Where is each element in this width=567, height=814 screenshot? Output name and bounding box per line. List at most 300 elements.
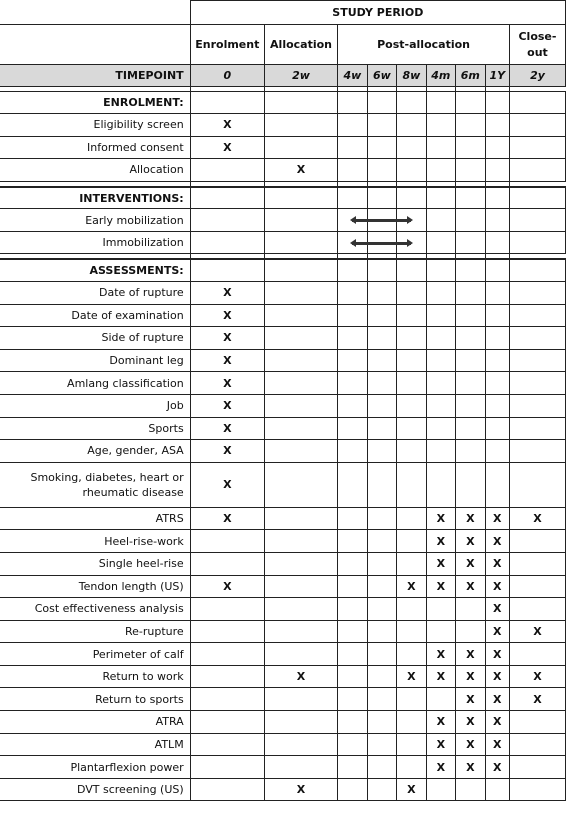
mark-cell — [485, 281, 509, 304]
mark-cell — [264, 530, 337, 553]
empty-cell — [485, 259, 509, 281]
schedule-row — [0, 440, 566, 463]
mark-cell — [367, 349, 396, 372]
schedule-row — [0, 598, 566, 621]
section-title: ASSESSMENTS: — [0, 259, 190, 281]
empty-cell — [485, 187, 509, 209]
schedule-row — [0, 778, 566, 801]
mark-cell — [190, 733, 264, 756]
mark-cell — [509, 552, 565, 575]
mark-cell — [397, 394, 426, 417]
allocation-header: Allocation — [264, 25, 337, 65]
mark-cell — [264, 327, 337, 350]
row-label: Re-rupture — [0, 620, 190, 643]
mark-cell — [397, 733, 426, 756]
mark-cell — [426, 136, 455, 159]
close-out-header: Close- out — [509, 25, 565, 65]
empty-cell — [190, 92, 264, 114]
mark-cell — [397, 462, 426, 507]
empty-cell — [338, 259, 367, 281]
mark-cell: X — [456, 665, 485, 688]
mark-cell: X — [190, 349, 264, 372]
mark-cell — [426, 778, 455, 801]
mark-cell: X — [456, 575, 485, 598]
mark-cell — [264, 462, 337, 507]
row-label: Dominant leg — [0, 349, 190, 372]
empty-cell — [456, 259, 485, 281]
empty-cell — [367, 259, 396, 281]
mark-cell — [509, 733, 565, 756]
study-period-header: STUDY PERIOD — [190, 1, 565, 25]
mark-cell — [509, 209, 565, 232]
enrolment-header: Enrolment — [190, 25, 264, 65]
mark-cell — [264, 507, 337, 530]
mark-cell — [338, 620, 367, 643]
timepoint-7: 1Y — [485, 65, 509, 87]
post-allocation-header: Post-allocation — [338, 25, 510, 65]
mark-cell — [485, 159, 509, 182]
mark-cell: X — [426, 665, 455, 688]
mark-cell — [367, 507, 396, 530]
mark-cell — [367, 327, 396, 350]
section-row — [0, 259, 566, 281]
mark-cell — [338, 349, 367, 372]
mark-cell — [264, 349, 337, 372]
mark-cell: X — [485, 575, 509, 598]
empty-cell — [367, 187, 396, 209]
mark-cell — [264, 281, 337, 304]
mark-cell — [485, 417, 509, 440]
schedule-row — [0, 688, 566, 711]
empty-cell — [190, 187, 264, 209]
row-label: Age, gender, ASA — [0, 440, 190, 463]
mark-cell — [397, 688, 426, 711]
schedule-row — [0, 643, 566, 666]
mark-cell — [190, 530, 264, 553]
mark-cell — [338, 136, 367, 159]
mark-cell — [485, 462, 509, 507]
row-label: Sports — [0, 417, 190, 440]
row-label: Cost effectiveness analysis — [0, 598, 190, 621]
mark-cell — [509, 231, 565, 254]
mark-cell: X — [190, 281, 264, 304]
mark-cell — [338, 688, 367, 711]
mark-cell — [338, 530, 367, 553]
mark-cell — [509, 372, 565, 395]
row-label: Single heel-rise — [0, 552, 190, 575]
mark-cell: X — [509, 620, 565, 643]
row-label: ATRA — [0, 711, 190, 734]
mark-cell — [426, 440, 455, 463]
section-row — [0, 92, 566, 114]
row-label: Heel-rise-work — [0, 530, 190, 553]
mark-cell — [338, 462, 367, 507]
schedule-row — [0, 209, 566, 232]
mark-cell: X — [264, 665, 337, 688]
mark-cell: X — [456, 756, 485, 779]
mark-cell — [264, 620, 337, 643]
section-row — [0, 187, 566, 209]
mark-cell — [456, 136, 485, 159]
mark-cell — [264, 711, 337, 734]
mark-cell: X — [485, 598, 509, 621]
schedule-row — [0, 136, 566, 159]
schedule-row — [0, 114, 566, 137]
schedule-row — [0, 281, 566, 304]
mark-cell — [509, 598, 565, 621]
mark-cell — [509, 114, 565, 137]
mark-cell — [367, 643, 396, 666]
mark-cell — [367, 417, 396, 440]
mark-cell: X — [190, 136, 264, 159]
mark-cell — [367, 114, 396, 137]
mark-cell — [485, 349, 509, 372]
mark-cell — [367, 598, 396, 621]
mark-cell — [456, 281, 485, 304]
mark-cell — [264, 209, 337, 232]
row-label: Date of rupture — [0, 281, 190, 304]
mark-cell: X — [426, 575, 455, 598]
schedule-row — [0, 530, 566, 553]
mark-cell — [485, 209, 509, 232]
mark-cell — [509, 327, 565, 350]
mark-cell — [338, 665, 367, 688]
schedule-row — [0, 733, 566, 756]
empty-cell — [397, 259, 426, 281]
mark-cell — [338, 733, 367, 756]
empty-cell — [456, 187, 485, 209]
mark-cell — [367, 665, 396, 688]
row-label: Return to sports — [0, 688, 190, 711]
mark-cell — [397, 711, 426, 734]
mark-cell: X — [426, 711, 455, 734]
mark-cell — [338, 756, 367, 779]
mark-cell — [456, 304, 485, 327]
mark-cell — [190, 756, 264, 779]
mark-cell: X — [509, 665, 565, 688]
mark-cell — [426, 159, 455, 182]
mark-cell — [338, 114, 367, 137]
mark-cell: X — [264, 159, 337, 182]
timepoint-4: 8w — [397, 65, 426, 87]
mark-cell — [264, 575, 337, 598]
corner-cell — [0, 1, 190, 25]
mark-cell — [509, 756, 565, 779]
mark-cell — [397, 552, 426, 575]
mark-cell — [367, 372, 396, 395]
mark-cell — [456, 778, 485, 801]
mark-cell — [509, 462, 565, 507]
mark-cell — [264, 304, 337, 327]
row-label: Smoking, diabetes, heart or rheumatic disease — [0, 462, 190, 507]
mark-cell: X — [485, 688, 509, 711]
mark-cell: X — [485, 756, 509, 779]
mark-cell — [456, 440, 485, 463]
mark-cell — [367, 733, 396, 756]
mark-cell — [338, 440, 367, 463]
row-label: DVT screening (US) — [0, 778, 190, 801]
mark-cell — [367, 711, 396, 734]
mark-cell — [509, 643, 565, 666]
timepoint-5: 4m — [426, 65, 455, 87]
mark-cell: X — [426, 733, 455, 756]
mark-cell — [456, 209, 485, 232]
mark-cell: X — [485, 507, 509, 530]
schedule-row — [0, 417, 566, 440]
corner-cell-2 — [0, 25, 190, 65]
mark-cell — [456, 114, 485, 137]
mark-cell — [338, 711, 367, 734]
mark-cell — [264, 440, 337, 463]
row-label: Side of rupture — [0, 327, 190, 350]
mark-cell — [456, 417, 485, 440]
mark-cell — [338, 598, 367, 621]
mark-cell: X — [456, 643, 485, 666]
mark-cell — [426, 620, 455, 643]
mark-cell: X — [426, 507, 455, 530]
mark-cell — [367, 756, 396, 779]
mark-cell: X — [190, 304, 264, 327]
mark-cell — [426, 304, 455, 327]
mark-cell: X — [485, 733, 509, 756]
mark-cell — [456, 231, 485, 254]
mark-cell — [264, 372, 337, 395]
mark-cell — [367, 440, 396, 463]
mark-cell — [426, 394, 455, 417]
mark-cell — [456, 462, 485, 507]
mark-cell — [509, 281, 565, 304]
mark-cell: X — [456, 733, 485, 756]
empty-cell — [485, 92, 509, 114]
row-label: Perimeter of calf — [0, 643, 190, 666]
row-label: Plantarflexion power — [0, 756, 190, 779]
mark-cell — [509, 417, 565, 440]
schedule-row — [0, 372, 566, 395]
mark-cell: X — [264, 778, 337, 801]
mark-cell — [190, 711, 264, 734]
mark-cell — [426, 598, 455, 621]
mark-cell — [190, 159, 264, 182]
empty-cell — [426, 187, 455, 209]
mark-cell — [485, 231, 509, 254]
schedule-row — [0, 304, 566, 327]
mark-cell — [509, 440, 565, 463]
timepoint-0: 0 — [190, 65, 264, 87]
mark-cell: X — [190, 575, 264, 598]
mark-cell — [426, 281, 455, 304]
mark-cell: X — [190, 327, 264, 350]
mark-cell — [397, 620, 426, 643]
mark-cell: X — [485, 530, 509, 553]
mark-cell: X — [485, 552, 509, 575]
mark-cell: X — [426, 552, 455, 575]
mark-cell: X — [397, 665, 426, 688]
mark-cell — [190, 643, 264, 666]
schedule-row — [0, 231, 566, 254]
mark-cell — [397, 349, 426, 372]
mark-cell — [509, 711, 565, 734]
mark-cell — [509, 349, 565, 372]
schedule-row — [0, 575, 566, 598]
mark-cell — [426, 462, 455, 507]
empty-cell — [426, 92, 455, 114]
mark-cell: X — [190, 440, 264, 463]
mark-cell — [264, 136, 337, 159]
schedule-row — [0, 552, 566, 575]
mark-cell — [485, 778, 509, 801]
mark-cell — [338, 394, 367, 417]
mark-cell: X — [485, 620, 509, 643]
mark-cell — [485, 394, 509, 417]
mark-cell — [485, 440, 509, 463]
section-title: ENROLMENT: — [0, 92, 190, 114]
mark-cell — [338, 575, 367, 598]
mark-cell: X — [456, 530, 485, 553]
mark-cell — [264, 643, 337, 666]
mark-cell — [426, 349, 455, 372]
timepoint-6: 6m — [456, 65, 485, 87]
mark-cell — [509, 159, 565, 182]
mark-cell — [426, 231, 455, 254]
mark-cell — [456, 327, 485, 350]
empty-cell — [397, 92, 426, 114]
mark-cell — [264, 733, 337, 756]
mark-cell — [397, 598, 426, 621]
mark-cell: X — [397, 778, 426, 801]
row-label: Early mobilization — [0, 209, 190, 232]
mark-cell: X — [485, 643, 509, 666]
row-label: Date of examination — [0, 304, 190, 327]
mark-cell: X — [509, 507, 565, 530]
row-label: Informed consent — [0, 136, 190, 159]
mark-cell: X — [190, 372, 264, 395]
row-label: ATRS — [0, 507, 190, 530]
mark-cell — [397, 114, 426, 137]
empty-cell — [397, 187, 426, 209]
mark-cell: X — [426, 756, 455, 779]
mark-cell — [397, 530, 426, 553]
mark-cell — [338, 778, 367, 801]
empty-cell — [509, 187, 565, 209]
mark-cell — [338, 507, 367, 530]
mark-cell: X — [456, 688, 485, 711]
mark-cell — [367, 530, 396, 553]
mark-cell — [367, 552, 396, 575]
mark-cell — [397, 304, 426, 327]
row-label: Eligibility screen — [0, 114, 190, 137]
empty-cell — [367, 92, 396, 114]
schedule-row — [0, 327, 566, 350]
mark-cell — [367, 281, 396, 304]
empty-cell — [509, 259, 565, 281]
empty-cell — [264, 187, 337, 209]
mark-cell — [426, 372, 455, 395]
mark-cell: X — [190, 394, 264, 417]
mark-cell — [397, 136, 426, 159]
intervention-duration-bar — [352, 242, 411, 245]
mark-cell: X — [190, 462, 264, 507]
mark-cell: X — [190, 417, 264, 440]
mark-cell — [509, 778, 565, 801]
mark-cell — [509, 394, 565, 417]
empty-cell — [338, 187, 367, 209]
mark-cell — [264, 552, 337, 575]
empty-cell — [426, 259, 455, 281]
empty-cell — [456, 92, 485, 114]
timepoint-3: 6w — [367, 65, 396, 87]
mark-cell — [367, 462, 396, 507]
schedule-row — [0, 462, 566, 507]
mark-cell — [367, 159, 396, 182]
mark-cell — [338, 281, 367, 304]
intervention-duration-bar — [352, 219, 411, 222]
empty-cell — [190, 259, 264, 281]
mark-cell: X — [485, 711, 509, 734]
mark-cell — [264, 688, 337, 711]
mark-cell — [397, 159, 426, 182]
mark-cell — [190, 552, 264, 575]
mark-cell — [509, 304, 565, 327]
mark-cell — [485, 304, 509, 327]
mark-cell — [426, 114, 455, 137]
mark-cell — [426, 417, 455, 440]
mark-cell — [397, 756, 426, 779]
mark-cell — [338, 159, 367, 182]
schedule-row — [0, 507, 566, 530]
schedule-row — [0, 620, 566, 643]
mark-cell — [456, 372, 485, 395]
schedule-row — [0, 756, 566, 779]
mark-cell — [338, 372, 367, 395]
mark-cell — [426, 327, 455, 350]
mark-cell — [264, 417, 337, 440]
mark-cell: X — [456, 711, 485, 734]
mark-cell — [485, 114, 509, 137]
mark-cell — [509, 530, 565, 553]
mark-cell — [190, 598, 264, 621]
timepoint-2: 4w — [338, 65, 367, 87]
mark-cell — [509, 136, 565, 159]
mark-cell — [190, 620, 264, 643]
mark-cell — [367, 136, 396, 159]
mark-cell — [367, 620, 396, 643]
mark-cell — [190, 209, 264, 232]
mark-cell — [367, 394, 396, 417]
mark-cell — [397, 643, 426, 666]
mark-cell — [264, 598, 337, 621]
mark-cell: X — [456, 552, 485, 575]
mark-cell: X — [426, 530, 455, 553]
empty-cell — [264, 259, 337, 281]
section-title: INTERVENTIONS: — [0, 187, 190, 209]
mark-cell: X — [190, 114, 264, 137]
mark-cell — [367, 575, 396, 598]
mark-cell — [190, 688, 264, 711]
mark-cell — [397, 372, 426, 395]
row-label: Allocation — [0, 159, 190, 182]
mark-cell — [338, 643, 367, 666]
mark-cell — [367, 304, 396, 327]
mark-cell — [367, 688, 396, 711]
mark-cell — [456, 598, 485, 621]
mark-cell: X — [509, 688, 565, 711]
mark-cell — [367, 778, 396, 801]
mark-cell — [456, 620, 485, 643]
mark-cell: X — [397, 575, 426, 598]
mark-cell — [426, 209, 455, 232]
mark-cell — [264, 114, 337, 137]
mark-cell — [190, 778, 264, 801]
